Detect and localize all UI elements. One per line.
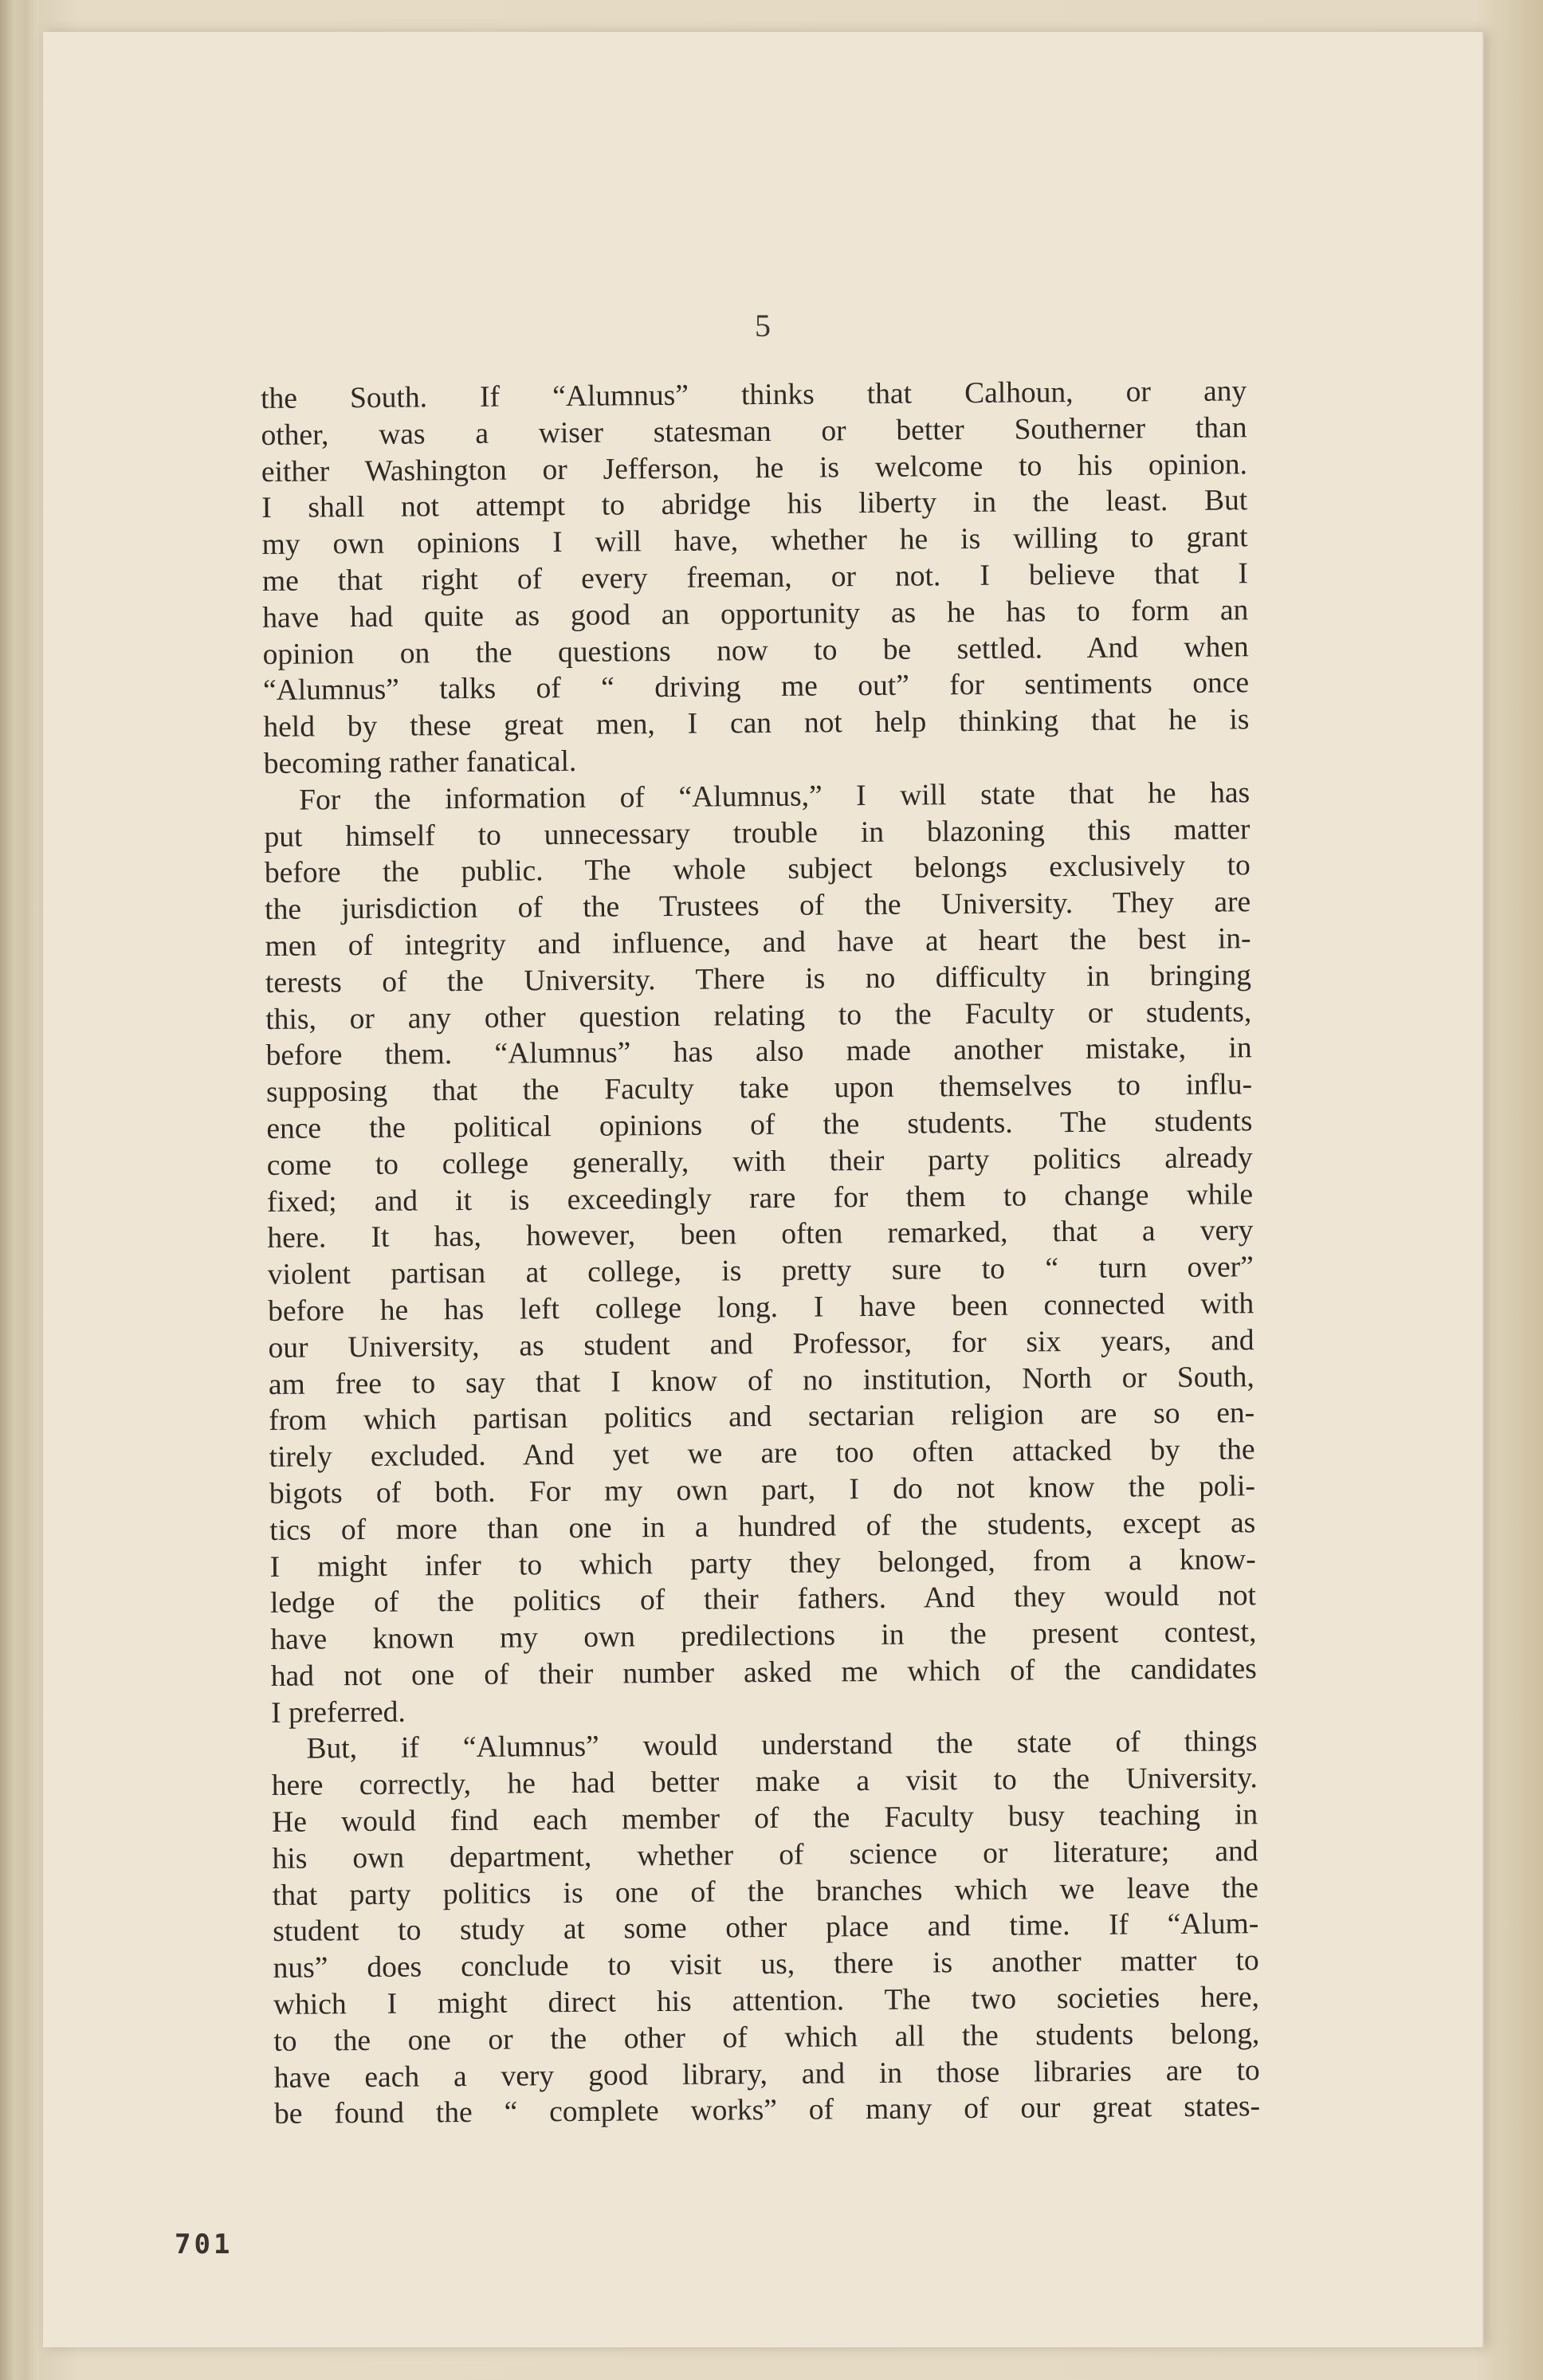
text-line: before them. “Alumnus” has also made another mistake, in	[265, 1031, 1252, 1073]
text-line: tics of more than one in a hundred of the students, except as	[269, 1506, 1256, 1547]
text-line: ence the political opinions of the students. The students	[266, 1105, 1253, 1145]
text-line: this, or any other question relating to the Faculty or students,	[265, 995, 1252, 1036]
text-line: I might infer to which party they belonged, from a know-	[269, 1542, 1256, 1584]
text-line: fixed; and it is exceedingly rare for them to change while	[266, 1177, 1254, 1219]
text-line: have each a very good library, and in those libraries are to	[273, 2053, 1260, 2095]
text-line: becoming rather fanatical.	[263, 744, 577, 780]
text-line: I shall not attempt to abridge his liberty in the least. But	[261, 484, 1248, 525]
text-line: violent partisan at college, is pretty sure to “ turn over”	[267, 1251, 1254, 1292]
text-line: before he has left college long. I have been connected with	[268, 1287, 1254, 1328]
text-line: terests of the University. There is no difficulty in bringing	[265, 959, 1252, 1000]
text-line: here correctly, he had better make a visit to the University.	[271, 1761, 1258, 1803]
text-line: from which partisan politics and sectarian religion are so en-	[269, 1396, 1255, 1438]
text-line: supposing that the Faculty take upon themselves to influ-	[265, 1068, 1253, 1109]
text-line: “Alumnus” talks of “ driving me out” for sentiments once	[262, 666, 1250, 708]
text-line: I preferred.	[270, 1695, 406, 1730]
text-line: the South. If “Alumnus” thinks that Calhoun, or any	[261, 375, 1247, 415]
text-line: other, was a wiser statesman or better Southerner than	[261, 411, 1247, 452]
text-line: nus” does conclude to visit us, there is another matter to	[273, 1944, 1259, 1985]
text-line: our University, as student and Professor, for six years, and	[268, 1323, 1254, 1365]
text-line: before the public. The whole subject belongs exclusively to	[264, 849, 1250, 890]
text-line: which I might direct his attention. The two societies here,	[273, 1981, 1260, 2021]
text-line: But, if “Alumnus” would understand the state of things	[306, 1725, 1258, 1766]
body-text	[261, 373, 1260, 2133]
text-line: bigots of both. For my own part, I do not know the poli-	[269, 1470, 1256, 1510]
text-line: He would find each member of the Faculty busy teaching in	[272, 1798, 1258, 1840]
text-line: had not one of their number asked me which of the candidates	[270, 1652, 1257, 1693]
text-line: put himself to unnecessary trouble in blazoning this matter	[264, 812, 1250, 854]
text-line: come to college generally, with their party politics already	[266, 1141, 1253, 1182]
text-line: me that right of every freeman, or not. I believe that I	[261, 557, 1249, 598]
text-line: For the information of “Alumnus,” I will state that he has	[298, 776, 1250, 817]
catalog-number: 701	[175, 2229, 234, 2260]
text-line: to the one or the other of which all the students belong,	[273, 2017, 1260, 2058]
text-line: ledge of the politics of their fathers. And they would not	[269, 1579, 1257, 1620]
book-binding	[0, 0, 38, 2380]
text-line: my own opinions I will have, whether he is willing to grant	[261, 520, 1248, 562]
text-line: have known my own predilections in the present contest,	[270, 1616, 1257, 1657]
text-line: men of integrity and influence, and have at heart the best in-	[265, 922, 1251, 963]
text-line: be found the “ complete works” of many of our great states-	[273, 2090, 1261, 2131]
text-line: that party politics is one of the branches which we leave the	[272, 1871, 1259, 1912]
text-line: his own department, whether of science or literature; and	[272, 1835, 1258, 1875]
text-line: opinion on the questions now to be settled. And when	[262, 630, 1249, 671]
book-page	[43, 32, 1482, 2347]
text-line: the jurisdiction of the Trustees of the University. They are	[265, 886, 1251, 927]
page-number: 5	[755, 308, 771, 344]
text-line: here. It has, however, been often remarked, that a very	[267, 1214, 1254, 1255]
text-line: held by these great men, I can not help thinking that he is	[263, 703, 1250, 744]
text-line: tirely excluded. And yet we are too often attacked by the	[269, 1433, 1255, 1475]
text-line: have had quite as good an opportunity as he has to form an	[262, 594, 1249, 634]
text-line: am free to say that I know of no institution, North or South,	[268, 1360, 1255, 1401]
text-line: student to study at some other place and time. If “Alum-	[273, 1907, 1259, 1949]
text-line: either Washington or Jefferson, he is welcome to his opinion.	[261, 447, 1248, 489]
